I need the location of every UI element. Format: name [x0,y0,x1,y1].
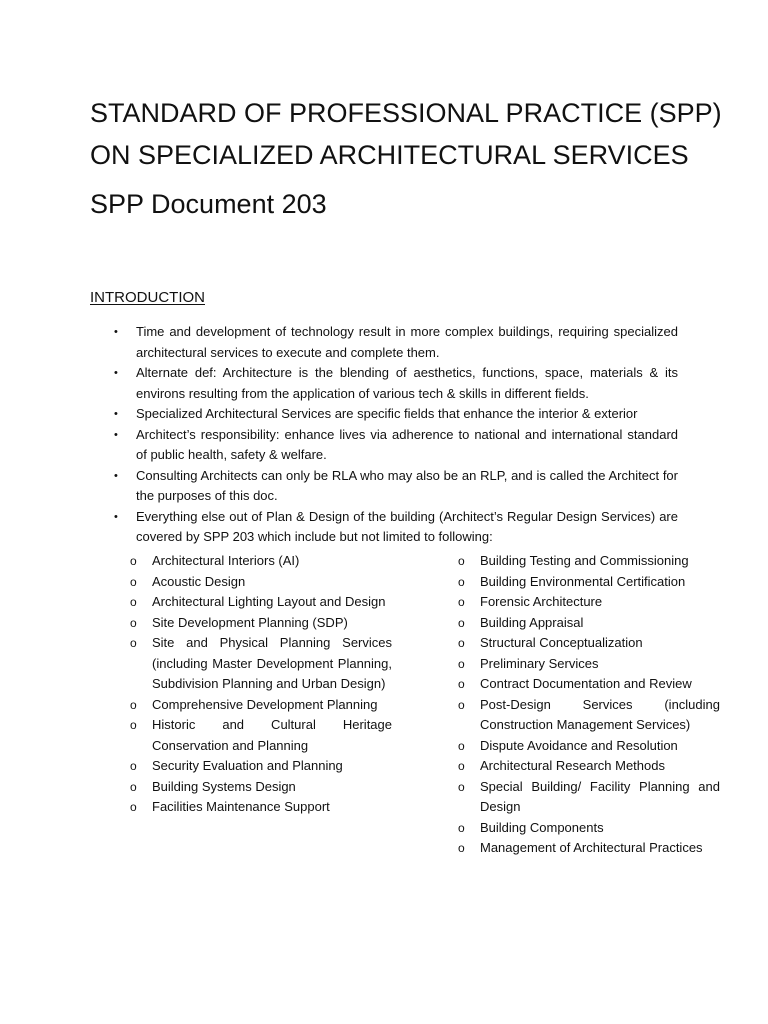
service-text: Forensic Architecture [480,594,603,609]
introduction-bullet-list [112,322,678,548]
service-item [458,654,720,675]
service-item [130,756,392,777]
service-text: Structural Conceptualization [480,635,643,650]
service-item [458,838,720,859]
service-text: Contract Documentation and Review [480,676,692,691]
service-item [458,592,720,613]
sub-marker: o [458,738,465,753]
title-line-1: STANDARD OF PROFESSIONAL PRACTICE (SPP) [90,98,722,128]
sub-marker: o [130,697,137,712]
sub-marker: o [458,779,465,794]
sub-marker: o [130,800,137,814]
title-line-2: ON SPECIALIZED ARCHITECTURAL SERVICES [90,140,689,170]
bullet-text: Specialized Architectural Services are specific fields that enhance the interior & exterior [136,406,638,421]
sub-marker: o [458,677,465,691]
sub-marker: o [458,636,465,650]
service-text: Architectural Research Methods [480,758,665,773]
service-item [130,633,392,695]
service-text: Building Components [480,819,604,835]
bullet-item [112,425,678,466]
bullet-item [112,404,678,425]
service-item [458,756,720,777]
service-text: Special Building/ Facility Planning and Design [480,778,720,814]
service-item [130,797,392,818]
sub-marker: o [458,574,465,589]
service-text: Building Testing and Commissioning [480,553,689,568]
service-item [130,695,392,716]
service-item [130,777,392,798]
sub-marker: o [458,554,465,568]
bullet-marker: • [114,326,118,338]
sub-marker: o [458,759,465,773]
bullet-text: Alternate def: Architecture is the blending of aesthetics, functions, space, materials & its environs resulting from the application of various tech & skills in different fields. [136,365,678,401]
service-item [130,613,392,634]
service-item [458,633,720,654]
service-text: Historic and Cultural Heritage Conservation and Planning [152,717,392,753]
service-item [458,551,720,572]
bullet-item [112,322,678,363]
services-list-right [458,551,720,859]
bullet-marker: • [114,408,118,420]
sub-marker: o [130,595,137,609]
document-title [90,92,722,176]
service-text: Architectural Lighting Layout and Design [152,594,386,609]
service-item [458,572,720,593]
service-text: Facilities Maintenance Support [152,799,330,814]
sub-marker: o [458,615,465,630]
service-text: Building Systems Design [152,778,296,794]
bullet-item [112,363,678,404]
bullet-marker: • [114,469,118,482]
service-text: Preliminary Services [480,655,599,671]
service-text: Building Environmental Certification [480,573,686,589]
service-item [130,551,392,572]
bullet-item [112,507,678,548]
sub-marker: o [458,595,465,609]
service-item [130,572,392,593]
bullet-item [112,466,678,507]
service-item [458,695,720,736]
bullet-marker: • [114,367,118,379]
service-item [130,715,392,756]
bullet-text: Everything else out of Plan & Design of the building (Architect’s Regular Design Services) are covered by SPP 203 which include but not limited to following: [136,508,678,544]
sub-marker: o [458,697,465,712]
sub-marker: o [458,656,465,671]
section-heading-introduction: INTRODUCTION [90,289,205,306]
service-item [458,674,720,695]
sub-marker: o [130,554,137,568]
bullet-marker: • [114,428,118,441]
bullet-marker: • [114,510,118,523]
service-item [458,818,720,839]
sub-marker: o [130,779,137,794]
service-text: Acoustic Design [152,573,246,589]
service-text: Site and Physical Planning Services (including Master Development Planning, Subdivision Planning and Urban Design) [152,635,392,691]
bullet-text: Consulting Architects can only be RLA who may also be an RLP, and is called the Architect for the purposes of this doc. [136,467,678,503]
document-subtitle: SPP Document 203 [90,189,327,219]
service-text: Post-Design Services (including Construction Management Services) [480,696,720,732]
bullet-text: Architect’s responsibility: enhance lives via adherence to national and international standard of public health, safety & welfare. [136,426,678,462]
service-text: Architectural Interiors (AI) [152,553,300,568]
service-text: Security Evaluation and Planning [152,758,343,773]
sub-marker: o [458,820,465,835]
service-text: Building Appraisal [480,614,584,630]
services-list-left [130,551,392,818]
bullet-text: Time and development of technology result in more complex buildings, requiring specialized architectural services to execute and complete them. [136,324,678,360]
service-item [458,613,720,634]
service-text: Site Development Planning (SDP) [152,614,348,630]
sub-marker: o [130,636,137,650]
service-text: Comprehensive Development Planning [152,696,378,712]
sub-marker: o [130,615,137,630]
service-text: Management of Architectural Practices [480,840,703,855]
service-item [130,592,392,613]
service-item [458,777,720,818]
sub-marker: o [130,718,137,732]
sub-marker: o [130,574,137,589]
sub-marker: o [130,759,137,773]
service-text: Dispute Avoidance and Resolution [480,737,678,753]
service-item [458,736,720,757]
sub-marker: o [458,841,465,855]
